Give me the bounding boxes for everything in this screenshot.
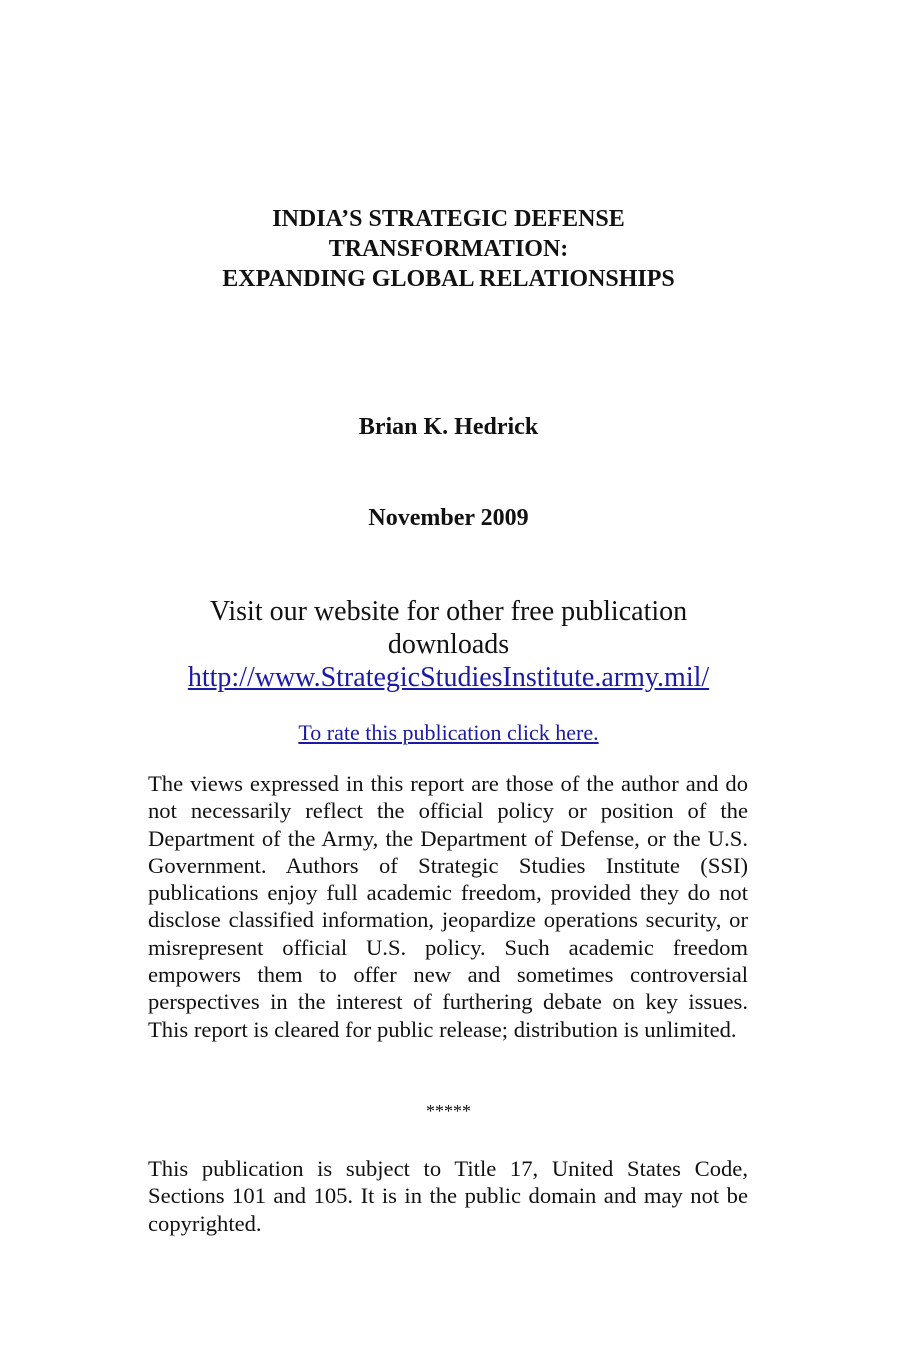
title-line-1: INDIA’S STRATEGIC DEFENSE (272, 206, 625, 232)
author-name: Brian K. Hedrick (358, 414, 539, 440)
rate-publication-link[interactable]: To rate this publication click here. (298, 720, 599, 745)
publication-date: November 2009 (368, 505, 529, 531)
website-url-link[interactable]: http://www.StrategicStudiesInstitute.army.mil/ (187, 662, 710, 693)
title-line-2: TRANSFORMATION: (328, 236, 569, 262)
disclaimer-paragraph: The views expressed in this report are those of the author and do not necessarily reflect the official policy or position of the Department of the Army, the Department of Defense, or the U.S. Government. Authors of Strategic Studies Institute (SSI) publications enjoy full academic freedom, provided they do not disclose classified information, jeopardize operations security, or misrepresent official U.S. policy. Such academic freedom empowers them to offer new and sometimes controversial perspectives in the interest of furthering debate on key issues. This report is cleared for public release; distribution is unlimited. (148, 771, 748, 1042)
website-notice-line-1: Visit our website for other free publication (209, 596, 688, 627)
publication-title (0, 204, 897, 294)
section-separator: ***** (426, 1101, 471, 1121)
copyright-paragraph: This publication is subject to Title 17, United States Code, Sections 101 and 105. It is in the public domain and may not be copyrighted. (148, 1156, 748, 1236)
title-line-3: EXPANDING GLOBAL RELATIONSHIPS (222, 266, 675, 292)
website-notice (0, 595, 897, 694)
rate-publication (0, 719, 897, 747)
website-notice-line-2: downloads (387, 629, 510, 660)
